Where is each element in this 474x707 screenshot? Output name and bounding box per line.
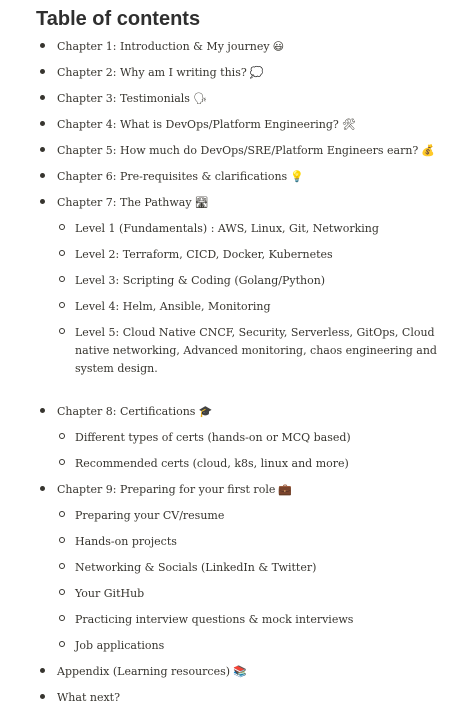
toc-item-label: Job applications <box>75 639 165 652</box>
money-bag-icon: 💰 <box>421 144 436 157</box>
thought-bubble-icon: 💭 <box>249 66 264 79</box>
toc-item-label: Hands-on projects <box>75 535 177 548</box>
toc-subitem[interactable] <box>36 507 468 525</box>
filled-bullet-icon <box>40 121 45 126</box>
toc-item-label: Chapter 7: The Pathway <box>57 196 192 209</box>
briefcase-icon: 💼 <box>278 483 293 496</box>
smiley-icon: 😃 <box>272 40 285 53</box>
toc-chapter-item[interactable] <box>36 403 468 421</box>
filled-bullet-icon <box>40 694 45 699</box>
toc-item-label: Preparing your CV/resume <box>75 509 225 522</box>
toc-item-label: Level 5: Cloud Native CNCF, Security, Serverless, GitOps, Cloud native networking, Advanced monitoring, chaos engineering and system design. <box>75 326 437 375</box>
hollow-bullet-icon <box>59 302 65 308</box>
filled-bullet-icon <box>40 69 45 74</box>
toc-subitem[interactable] <box>36 455 468 473</box>
toc-subitem[interactable] <box>36 559 468 577</box>
books-icon: 📚 <box>233 665 247 678</box>
toc-item-label: Chapter 4: What is DevOps/Platform Engineering? <box>57 118 339 131</box>
graduation-cap-icon: 🎓 <box>198 405 213 418</box>
toc-item-label: Your GitHub <box>75 587 145 600</box>
tools-icon: 🛠 <box>341 118 356 131</box>
hollow-bullet-icon <box>59 459 65 465</box>
hollow-bullet-icon <box>59 511 65 517</box>
toc-item-label: Level 4: Helm, Ansible, Monitoring <box>75 300 271 313</box>
toc-item-label: Level 2: Terraform, CICD, Docker, Kubernetes <box>75 248 333 261</box>
toc-item-label: Chapter 9: Preparing for your first role <box>57 483 276 496</box>
toc-subitem[interactable] <box>36 272 468 290</box>
toc-subitem[interactable] <box>36 533 468 551</box>
hollow-bullet-icon <box>59 276 65 282</box>
toc-subitem[interactable] <box>36 298 468 316</box>
filled-bullet-icon <box>40 408 45 413</box>
toc-chapter-item[interactable] <box>36 689 468 707</box>
motorway-icon: 🛣 <box>194 196 209 209</box>
toc-item-label: Chapter 3: Testimonials <box>57 92 190 105</box>
filled-bullet-icon <box>40 43 45 48</box>
toc-chapter-item[interactable] <box>36 116 468 134</box>
toc-subitem[interactable] <box>36 324 468 378</box>
toc-chapter-item[interactable] <box>36 90 468 108</box>
hollow-bullet-icon <box>59 224 65 230</box>
hollow-bullet-icon <box>59 641 65 647</box>
hollow-bullet-icon <box>59 615 65 621</box>
toc-item-label: Chapter 6: Pre-requisites & clarifications <box>57 170 288 183</box>
toc-item-label: Level 3: Scripting & Coding (Golang/Python) <box>75 274 326 287</box>
hollow-bullet-icon <box>59 433 65 439</box>
hollow-bullet-icon <box>59 328 65 334</box>
toc-item-label: Chapter 8: Certifications <box>57 405 196 418</box>
toc-item-label: What next? <box>57 691 120 704</box>
table-of-contents-list <box>36 38 468 707</box>
speaking-head-icon: 🗣 <box>192 92 207 105</box>
lightbulb-icon: 💡 <box>290 170 304 183</box>
toc-subitem[interactable] <box>36 585 468 603</box>
toc-chapter-item[interactable] <box>36 481 468 499</box>
hollow-bullet-icon <box>59 589 65 595</box>
filled-bullet-icon <box>40 95 45 100</box>
filled-bullet-icon <box>40 173 45 178</box>
toc-chapter-item[interactable] <box>36 64 468 82</box>
page-title: Table of contents <box>36 8 201 30</box>
filled-bullet-icon <box>40 147 45 152</box>
toc-item-label: Networking & Socials (LinkedIn & Twitter) <box>75 561 317 574</box>
hollow-bullet-icon <box>59 563 65 569</box>
toc-item-label: Chapter 2: Why am I writing this? <box>57 66 247 79</box>
toc-chapter-item[interactable] <box>36 38 468 56</box>
toc-item-label: Appendix (Learning resources) <box>57 665 231 678</box>
toc-item-label: Level 1 (Fundamentals) : AWS, Linux, Git, Networking <box>75 222 379 235</box>
toc-item-label: Different types of certs (hands-on or MCQ based) <box>75 431 351 444</box>
toc-subitem[interactable] <box>36 611 468 629</box>
toc-chapter-item[interactable] <box>36 168 468 186</box>
toc-subitem[interactable] <box>36 637 468 655</box>
toc-item-label: Practicing interview questions & mock interviews <box>75 613 354 626</box>
toc-chapter-item[interactable] <box>36 194 468 212</box>
toc-subitem[interactable] <box>36 246 468 264</box>
hollow-bullet-icon <box>59 250 65 256</box>
toc-chapter-item[interactable] <box>36 142 468 160</box>
filled-bullet-icon <box>40 199 45 204</box>
toc-item-label: Chapter 5: How much do DevOps/SRE/Platform Engineers earn? <box>57 144 419 157</box>
hollow-bullet-icon <box>59 537 65 543</box>
filled-bullet-icon <box>40 486 45 491</box>
toc-chapter-item[interactable] <box>36 663 468 681</box>
toc-subitem[interactable] <box>36 429 468 447</box>
toc-item-label: Chapter 1: Introduction & My journey <box>57 40 270 53</box>
toc-subitem[interactable] <box>36 220 468 238</box>
toc-item-label: Recommended certs (cloud, k8s, linux and more) <box>75 457 349 470</box>
filled-bullet-icon <box>40 668 45 673</box>
